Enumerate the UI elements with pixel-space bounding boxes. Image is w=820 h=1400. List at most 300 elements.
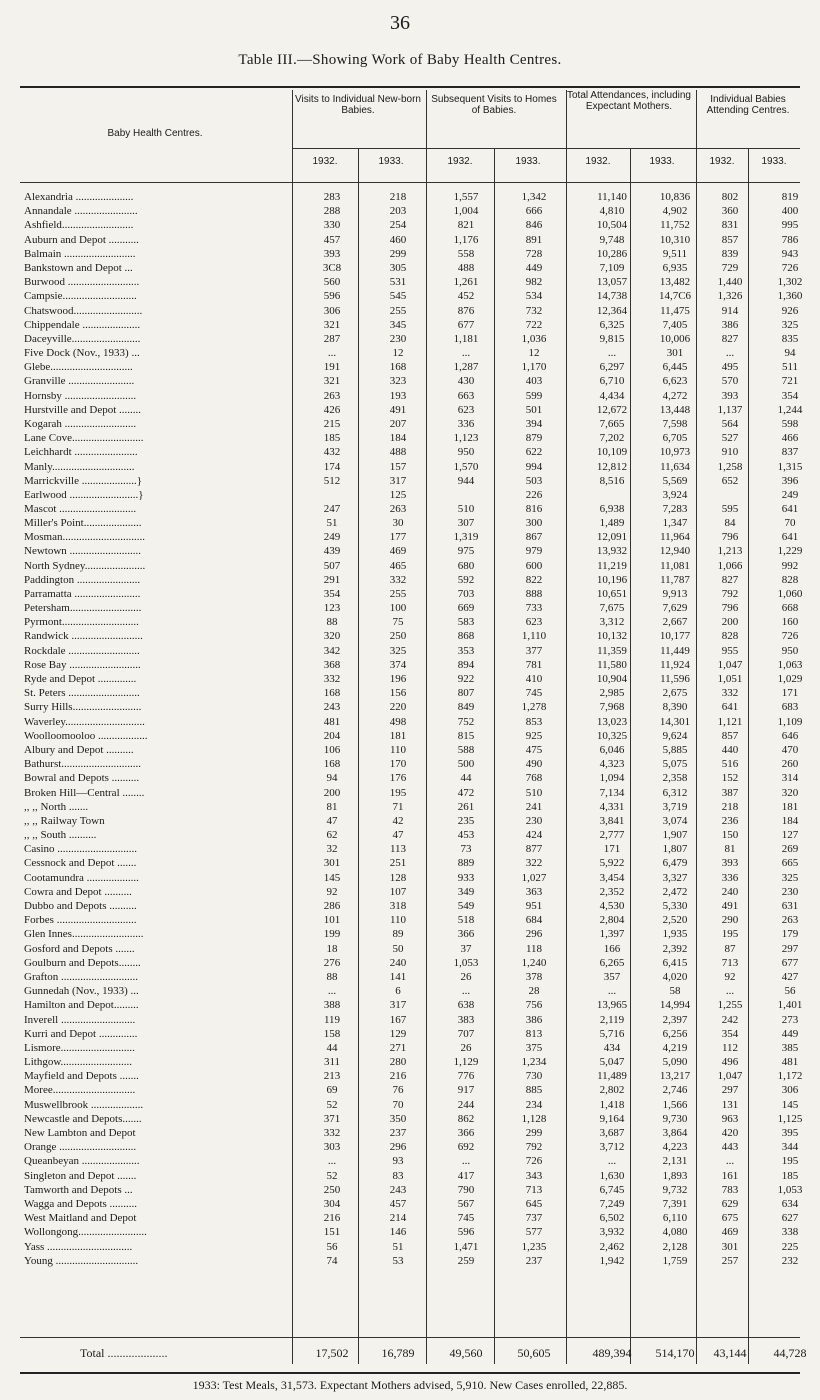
cell-value: 510 [457, 502, 475, 515]
cell-value: 512 [323, 474, 341, 487]
table-row [20, 800, 800, 814]
cell-value: 225 [781, 1240, 799, 1253]
cell-value: 394 [525, 418, 543, 430]
cell-value: 1,315 [777, 460, 803, 473]
cell-value: 393 [323, 247, 341, 260]
cell-value: 141 [389, 970, 407, 983]
cell-value: 752 [457, 715, 475, 728]
cell-value: 3,712 [599, 1141, 625, 1154]
centre-name-line: Rockdale .......................... [24, 644, 140, 657]
centre-name [24, 516, 296, 530]
cell-value: 218 [389, 191, 407, 203]
table-row [20, 729, 800, 743]
cell-value: 950 [781, 644, 799, 657]
cell-value: 342 [323, 644, 341, 657]
centre-name [24, 389, 296, 403]
cell-value: 1,471 [453, 1240, 479, 1253]
cell-value: 982 [525, 276, 543, 289]
cell-value: 819 [781, 191, 799, 203]
cell-value: 9,913 [662, 587, 688, 600]
centre-name-line: Hornsby .......................... [24, 389, 137, 402]
cell-value: 10,310 [659, 233, 691, 246]
cell-value: 92 [326, 885, 338, 898]
cell-value: 232 [781, 1254, 799, 1267]
cell-value: 303 [323, 1141, 341, 1154]
cell-value: 128 [389, 871, 407, 884]
cell-value: 879 [525, 432, 543, 445]
cell-value: 449 [525, 261, 543, 274]
table-row [20, 544, 803, 558]
centre-name-line: Yass ............................... [24, 1240, 133, 1253]
centre-name-line: Broken Hill—Central ........ [24, 786, 145, 799]
cell-value: 196 [389, 673, 407, 685]
cell-value: ... [607, 1155, 617, 1168]
cell-value: 1,570 [453, 460, 479, 473]
cell-value: 11,475 [660, 304, 690, 317]
cell-value: 430 [457, 375, 475, 388]
table-row [20, 417, 800, 431]
cell-value: 583 [457, 616, 475, 629]
cell-value: 669 [457, 602, 475, 615]
cell-value: 195 [389, 786, 407, 799]
centre-name [24, 644, 296, 658]
cell-value: 10,904 [596, 673, 628, 685]
cell-value: 301 [666, 347, 684, 360]
cell-value: 646 [781, 729, 799, 742]
centre-name [24, 927, 296, 941]
cell-value: 862 [457, 1112, 475, 1125]
cell-value: 10,973 [659, 446, 691, 459]
cell-value: 10,177 [659, 630, 691, 643]
cell-value: 47 [392, 829, 404, 842]
cell-value: 51 [326, 516, 338, 529]
table-row [20, 927, 800, 941]
cell-value: 214 [389, 1212, 407, 1225]
cell-value: 50 [392, 942, 404, 955]
cell-value: 1,235 [521, 1240, 547, 1253]
centre-name [24, 233, 296, 247]
centre-name-line: Petersham.......................... [24, 602, 142, 615]
table-row [20, 984, 800, 998]
table-row [20, 289, 803, 303]
cell-value: 853 [525, 715, 543, 728]
cell-value: 776 [457, 1070, 475, 1083]
centre-name-line: Granville ........................ [24, 375, 135, 388]
centre-name [24, 204, 296, 218]
cell-value: 721 [781, 375, 799, 388]
table-row [20, 1169, 800, 1183]
cell-value: 452 [457, 290, 475, 303]
cell-value: 1,094 [599, 772, 625, 785]
cell-value: 145 [781, 1098, 799, 1111]
cell-value: 827 [721, 573, 739, 586]
cell-value: 11,359 [597, 644, 627, 657]
cell-value: 6,935 [662, 261, 688, 274]
centre-name [24, 715, 296, 729]
centre-name [24, 1055, 296, 1069]
cell-value: 963 [721, 1112, 739, 1125]
table-row [20, 644, 800, 658]
table-row [20, 332, 800, 346]
cell-value: ... [327, 985, 337, 998]
cell-value: 354 [721, 1027, 739, 1040]
centre-name [24, 686, 296, 700]
cell-value: 230 [781, 885, 799, 898]
cell-value: 432 [323, 446, 341, 459]
header-centres: Baby Health Centres. [107, 128, 203, 139]
cell-value: 254 [389, 219, 407, 232]
table-row [20, 445, 800, 459]
cell-value: 2,128 [662, 1240, 688, 1253]
cell-value: 257 [721, 1254, 739, 1267]
cell-value: 74 [326, 1254, 338, 1267]
centre-name-line: Earlwood .........................} [24, 488, 144, 501]
cell-value: 150 [721, 829, 739, 842]
table-row [20, 913, 800, 927]
cell-value: ... [607, 985, 617, 998]
cell-value: 1,557 [453, 191, 479, 203]
centre-name [24, 1240, 296, 1254]
centre-name [24, 318, 296, 332]
cell-value: 1,063 [777, 658, 803, 671]
cell-value: 218 [721, 800, 739, 813]
centre-name [24, 658, 296, 672]
cell-value: 595 [721, 502, 739, 515]
table-row [20, 672, 803, 686]
cell-value: 2,675 [662, 687, 688, 700]
table-row [20, 998, 803, 1012]
centre-name-line: Alexandria ..................... [24, 191, 134, 203]
cell-value: 386 [721, 318, 739, 331]
cell-value: 1,907 [662, 829, 688, 842]
centre-name-line: Miller's Point..................... [24, 516, 142, 529]
cell-value: 7,134 [599, 786, 625, 799]
cell-value: 12,672 [596, 403, 628, 416]
cell-value: 910 [721, 446, 739, 459]
cell-value: 2,802 [599, 1084, 625, 1097]
cell-value: 488 [457, 261, 475, 274]
cell-value: 592 [457, 573, 475, 586]
centre-name-line: Kurri and Depot .............. [24, 1027, 138, 1040]
centre-name [24, 261, 296, 275]
centre-name-line: Singleton and Depot ....... [24, 1169, 137, 1182]
cell-value: 107 [389, 885, 407, 898]
centre-name [24, 1140, 296, 1154]
table-row [20, 275, 803, 289]
cell-value: 307 [457, 516, 475, 529]
cell-value: 457 [389, 1197, 407, 1210]
cell-value: 7,665 [599, 418, 625, 430]
cell-value: 4,080 [662, 1226, 688, 1239]
cell-value: 300 [525, 516, 543, 529]
table-row [20, 403, 803, 417]
total-rule [20, 1337, 800, 1338]
cell-value: 168 [323, 687, 341, 700]
cell-value: 26 [460, 1041, 472, 1054]
cell-value: 3C8 [322, 261, 342, 274]
cell-value: 2,119 [599, 1013, 625, 1026]
centre-name-line: Auburn and Depot ........... [24, 233, 139, 246]
total-label: Total .................... [80, 1346, 168, 1360]
cell-value: 204 [323, 729, 341, 742]
cell-value: 6,110 [662, 1212, 688, 1225]
centre-name [24, 885, 296, 899]
cell-value: 876 [457, 304, 475, 317]
table-row [20, 970, 800, 984]
cell-value: 570 [721, 375, 739, 388]
cell-value: 51 [392, 1240, 404, 1253]
cell-value: 299 [389, 247, 407, 260]
cell-value: 1,060 [777, 587, 803, 600]
centre-name [24, 544, 296, 558]
centre-name-line: Tamworth and Depots ... [24, 1183, 133, 1196]
cell-value: 366 [457, 1127, 475, 1139]
cell-value: 889 [457, 857, 475, 870]
table-row [20, 1013, 800, 1027]
cell-value: 792 [525, 1141, 543, 1154]
cell-value: 9,730 [662, 1112, 688, 1125]
cell-value: 7,968 [599, 701, 625, 714]
cell-value: 457 [323, 233, 341, 246]
cell-value: 831 [721, 219, 739, 232]
centre-name [24, 1183, 296, 1197]
table-row [20, 218, 800, 232]
table-row [20, 700, 800, 714]
cell-value: 44 [326, 1041, 338, 1054]
centre-name-line: Gunnedah (Nov., 1933) ... [24, 985, 139, 998]
cell-value: 344 [781, 1141, 799, 1154]
centre-name [24, 984, 296, 998]
cell-value: 10,006 [659, 332, 691, 345]
centre-name [24, 460, 296, 474]
cell-value: 596 [457, 1226, 475, 1239]
cell-value: 240 [389, 956, 407, 969]
centre-name-line: Glebe.............................. [24, 361, 133, 374]
cell-value: 481 [781, 1056, 799, 1069]
cell-value: 510 [525, 786, 543, 799]
cell-value: 5,330 [662, 900, 688, 912]
cell-value: 623 [525, 616, 543, 629]
cell-value: 360 [721, 205, 739, 218]
header-year: 1932. [312, 156, 338, 167]
centre-name-line: Newcastle and Depots....... [24, 1112, 142, 1125]
cell-value: 167 [389, 1013, 407, 1026]
cell-value [368, 474, 428, 502]
cell-value: 6,445 [662, 361, 688, 374]
centre-name-line: Leichhardt ....................... [24, 446, 138, 459]
cell-value: 322 [525, 857, 543, 870]
cell-value: 174 [323, 460, 341, 473]
cell-value: 692 [457, 1141, 475, 1154]
table-row [20, 1154, 800, 1168]
cell-value: 403 [525, 375, 543, 388]
cell-value: 6,479 [662, 857, 688, 870]
centre-name [24, 431, 296, 445]
centre-name [24, 942, 296, 956]
cell-value: 992 [781, 559, 799, 572]
cell-value: 368 [323, 658, 341, 671]
cell-value: 6,297 [599, 361, 625, 374]
cell-value: 5,716 [599, 1027, 625, 1040]
cell-value: 677 [781, 956, 799, 969]
cell-value: 1,109 [777, 715, 803, 728]
cell-value: 6,046 [599, 743, 625, 756]
cell-value: 71 [392, 800, 404, 813]
centre-name-line: Parramatta ........................ [24, 587, 141, 600]
cell-value: 261 [457, 800, 475, 813]
cell-value: 18 [326, 942, 338, 955]
centre-name [24, 828, 296, 842]
cell-value: 733 [525, 602, 543, 615]
cell-value: 1,047 [717, 658, 743, 671]
header-group-attendances: Total Attendances, including Expectant Mothers. [567, 90, 691, 112]
cell-value: 185 [781, 1169, 799, 1182]
cell-value: 83 [392, 1169, 404, 1182]
cell-value: 30 [392, 516, 404, 529]
centre-name-line: Newtown .......................... [24, 545, 142, 558]
table-row [20, 1197, 800, 1211]
cell-value: 1,036 [521, 332, 547, 345]
cell-value: 975 [457, 545, 475, 558]
cell-value: 666 [525, 205, 543, 218]
cell-value: 496 [721, 1056, 739, 1069]
cell-value: 301 [323, 857, 341, 870]
cell-value: 11,787 [660, 573, 690, 586]
cell-value: 1,342 [521, 191, 547, 203]
cell-value: 994 [525, 460, 543, 473]
cell-value: 7,283 [662, 502, 688, 515]
cell-value: 828 [721, 630, 739, 643]
centre-name [24, 530, 296, 544]
cell-value: 645 [525, 1197, 543, 1210]
cell-value: 13,965 [596, 999, 628, 1012]
cell-value: 383 [457, 1013, 475, 1026]
table-row [20, 431, 800, 445]
cell-value: 161 [721, 1169, 739, 1182]
centre-name [24, 1211, 296, 1225]
cell-value: 1,172 [777, 1070, 803, 1083]
cell-value: 287 [323, 332, 341, 345]
cell-value: 199 [323, 928, 341, 941]
cell-value: 62 [326, 829, 338, 842]
centre-name [24, 1027, 296, 1041]
cell-value: 631 [781, 900, 799, 912]
cell-value: 156 [389, 687, 407, 700]
cell-value: 299 [525, 1127, 543, 1139]
cell-value: 10,836 [659, 191, 691, 203]
centre-name-line: ,, ,, South .......... [24, 829, 97, 842]
total-value: 44,728 [773, 1346, 807, 1360]
cell-value: 440 [721, 743, 739, 756]
centre-name [24, 757, 296, 771]
table-row [20, 686, 800, 700]
cell-value: 443 [721, 1141, 739, 1154]
cell-value: 439 [323, 545, 341, 558]
cell-value: 1,278 [521, 701, 547, 714]
cell-value: 703 [457, 587, 475, 600]
table-row [20, 233, 800, 247]
header-group-newborn: Visits to Individual New-born Babies. [295, 94, 421, 116]
cell-value: 6,710 [599, 375, 625, 388]
centre-name-line: Goulburn and Depots........ [24, 956, 141, 969]
cell-value: 894 [457, 658, 475, 671]
centre-name [24, 771, 296, 785]
centre-name [24, 1112, 296, 1126]
cell-value: 81 [724, 843, 736, 856]
cell-value: 4,323 [599, 758, 625, 771]
cell-value: 434 [603, 1041, 621, 1054]
cell-value: 119 [323, 1013, 341, 1026]
table-row [20, 1055, 800, 1069]
cell-value: 5,922 [599, 857, 625, 870]
table-row [20, 304, 800, 318]
cell-value: 10,196 [596, 573, 628, 586]
centre-name-line: Bathurst............................. [24, 758, 142, 771]
cell-value: 1,244 [777, 403, 803, 416]
cell-value: 756 [525, 999, 543, 1012]
cell-value: 2,358 [662, 772, 688, 785]
cell-value: 4,223 [662, 1141, 688, 1154]
cell-value: 87 [724, 942, 736, 955]
cell-value: 375 [525, 1041, 543, 1054]
cell-value: 1,053 [453, 956, 479, 969]
centre-name [24, 629, 296, 643]
cell-value: 4,272 [662, 389, 688, 402]
table-row [20, 715, 803, 729]
cell-value: 113 [389, 843, 407, 856]
table-row [20, 601, 800, 615]
cell-value: 6,623 [662, 375, 688, 388]
centre-name-line: Chippendale ..................... [24, 318, 141, 331]
cell-value: 730 [525, 1070, 543, 1083]
cell-value: 145 [323, 871, 341, 884]
cell-value: 868 [457, 630, 475, 643]
cell-value: 10,132 [596, 630, 628, 643]
table-row [20, 757, 800, 771]
footer-rule [20, 1372, 800, 1374]
cell-value: 481 [323, 715, 341, 728]
cell-value: 1,319 [453, 531, 479, 544]
table-row [20, 346, 800, 360]
cell-value: 813 [525, 1027, 543, 1040]
cell-value: 325 [389, 644, 407, 657]
cell-value: 629 [721, 1197, 739, 1210]
cell-value: 768 [525, 772, 543, 785]
cell-value: 388 [323, 999, 341, 1012]
cell-value: 9,511 [662, 247, 688, 260]
cell-value: 622 [525, 446, 543, 459]
cell-value: 745 [457, 1212, 475, 1225]
cell-value: 12 [528, 347, 540, 360]
centre-name-line: Wollongong......................... [24, 1226, 147, 1239]
cell-value: 943 [781, 247, 799, 260]
cell-value: 101 [323, 914, 341, 927]
cell-value: 374 [389, 658, 407, 671]
cell-value: 549 [457, 900, 475, 912]
cell-value: 110 [389, 743, 407, 756]
cell-value-line: 317 [389, 474, 407, 487]
cell-value: 325 [781, 871, 799, 884]
cell-value: 106 [323, 743, 341, 756]
cell-value: 11,081 [660, 559, 690, 572]
centre-name-line: Rose Bay .......................... [24, 658, 141, 671]
cell-value: 336 [457, 418, 475, 430]
cell-value: 11,489 [597, 1070, 627, 1083]
cell-value: 846 [525, 219, 543, 232]
cell-value: 56 [784, 985, 796, 998]
table-row [20, 629, 800, 643]
table-row [20, 460, 803, 474]
